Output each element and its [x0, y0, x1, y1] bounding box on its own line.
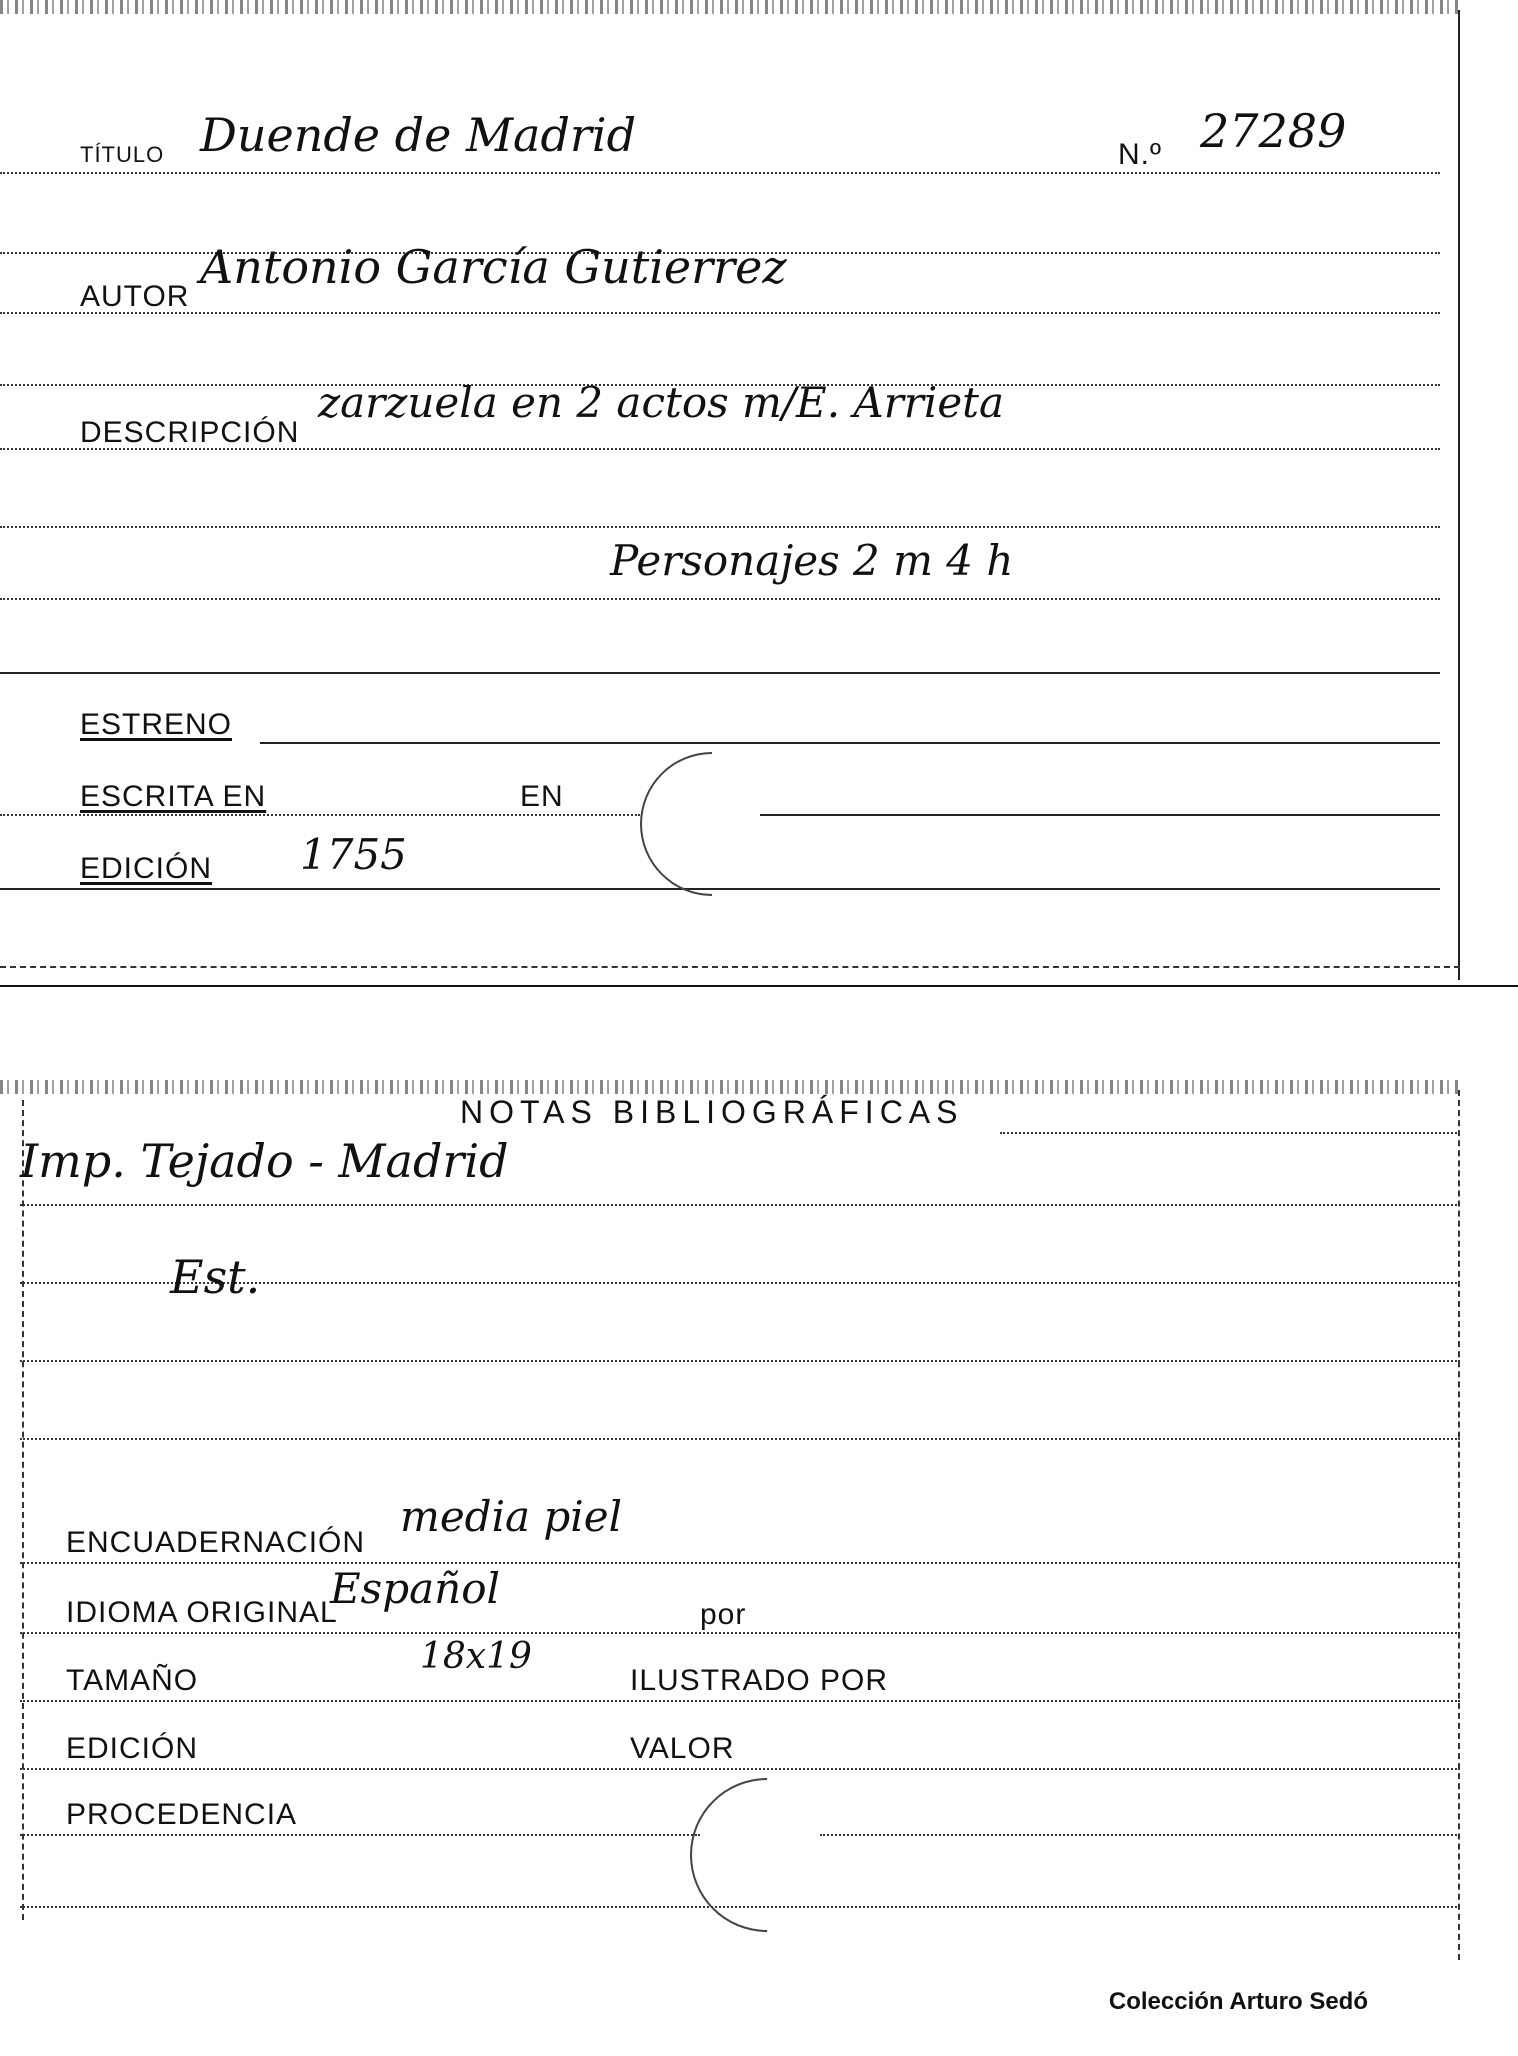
autor-label: AUTOR	[80, 280, 190, 313]
por-label: por	[700, 1598, 747, 1631]
rule-procedencia-right	[820, 1834, 1460, 1836]
edicion2-label: EDICIÓN	[66, 1732, 199, 1765]
rule-titulo	[0, 172, 1440, 174]
card-bottom-right-edge	[1458, 1090, 1460, 1960]
rule-notas-3	[20, 1360, 1460, 1362]
edicion-label: EDICIÓN	[80, 852, 213, 885]
rule-procedencia	[20, 1834, 700, 1836]
rule-edicion2	[20, 1768, 1460, 1770]
titulo-value: Duende de Madrid	[200, 108, 637, 162]
idioma-value: Español	[330, 1564, 500, 1613]
ilustrado-label: ILUSTRADO POR	[630, 1664, 889, 1697]
encuadernacion-label: ENCUADERNACIÓN	[66, 1526, 366, 1559]
descripcion-label: DESCRIPCIÓN	[80, 416, 300, 449]
titulo-label: TÍTULO	[80, 142, 165, 167]
numero-label: N.º	[1118, 138, 1162, 171]
rule-4	[0, 672, 1440, 674]
rule-estreno	[260, 742, 1440, 744]
collection-label: Colección Arturo Sedó	[1108, 1988, 1368, 2015]
notas-title: NOTAS BIBLIOGRÁFICAS	[460, 1094, 964, 1130]
rule-notas-1	[20, 1204, 1460, 1206]
catalog-card-back	[0, 1080, 1460, 1960]
rule-notas-4	[20, 1438, 1460, 1440]
encuadernacion-value: media piel	[400, 1492, 622, 1541]
rule-notas-title	[1000, 1132, 1460, 1134]
card-bottom-edge	[0, 1080, 1460, 1094]
rule-escrita	[0, 814, 640, 816]
procedencia-label: PROCEDENCIA	[66, 1798, 298, 1831]
card-bottom-left-edge	[22, 1100, 24, 1920]
rule-personajes	[0, 598, 1440, 600]
card-right-edge	[1458, 10, 1460, 980]
tamano-label: TAMAÑO	[66, 1664, 199, 1697]
rule-3	[0, 526, 1440, 528]
escrita-label: ESCRITA EN	[80, 780, 267, 813]
tamano-value: 18x19	[420, 1636, 532, 1677]
numero-value: 27289	[1200, 104, 1347, 158]
edicion-value: 1755	[300, 830, 407, 879]
personajes-value: Personajes 2 m 4 h	[610, 536, 1014, 585]
en-label: EN	[520, 780, 564, 813]
idioma-label: IDIOMA ORIGINAL	[66, 1596, 338, 1629]
catalog-card-front	[0, 0, 1460, 980]
rule-encuadernacion	[20, 1562, 1460, 1564]
card-top-edge	[0, 0, 1460, 14]
card-divider	[0, 985, 1518, 987]
valor-label: VALOR	[630, 1732, 735, 1765]
rule-autor	[0, 312, 1440, 314]
rule-escrita-right	[760, 814, 1440, 816]
stamp-circle-bottom	[658, 1746, 876, 1964]
autor-value: Antonio García Gutierrez	[200, 240, 787, 294]
rule-tamano	[20, 1700, 1460, 1702]
rule-idioma	[20, 1632, 1460, 1634]
descripcion-value: zarzuela en 2 actos m/E. Arrieta	[318, 378, 1005, 427]
notas-line2: Est.	[170, 1250, 261, 1304]
stamp-circle	[610, 722, 814, 926]
notas-line1: Imp. Tejado - Madrid	[20, 1134, 509, 1188]
estreno-label: ESTRENO	[80, 708, 233, 741]
rule-bottom	[0, 966, 1460, 968]
